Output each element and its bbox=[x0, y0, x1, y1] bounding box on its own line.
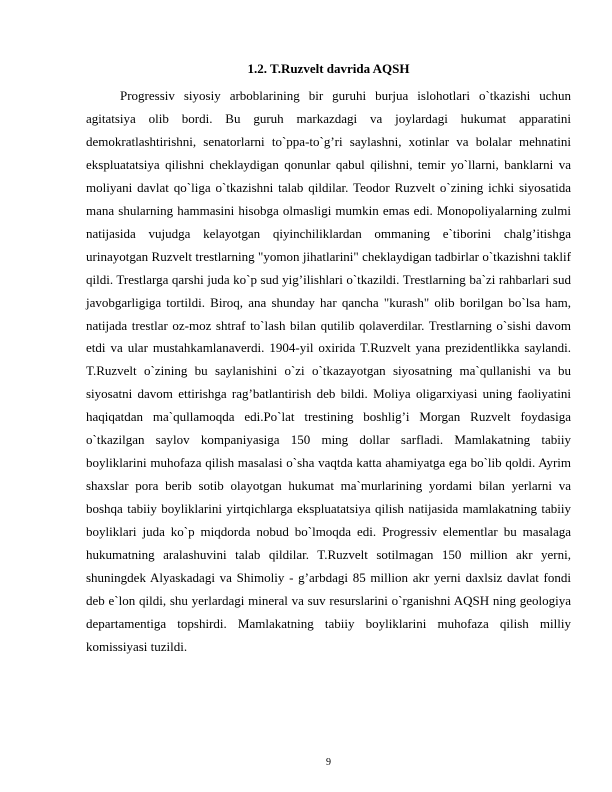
section-title: 1.2. T.Ruzvelt davrida AQSH bbox=[247, 61, 410, 76]
page-number: 9 bbox=[326, 757, 331, 768]
body-paragraph: Progressiv siyosiy arboblarining bir guruhi burjua islohotlari o`tkazishi uchun agitatsiya olib bordi. Bu guruh markazdagi va joylardagi hukumat apparatini demokratlashtirishni, senatorlarni to`ppa-to`g’ri saylashni, xotinlar va bolalar mehnatini ekspluatatsiya qilishni cheklaydigan qonunlar qabul qilishni, temir yo`llarni, banklarni va moliyani davlat qo`liga o`tkazishni talab qildilar. Teodor Ruzvelt o`zining ichki siyosatida mana shularning hammasini hisobga olmasligi mumkin emas edi. Monopoliyalarning zulmi natijasida vujudga kelayotgan qiyinchiliklardan ommaning e`tiborini chalg’itishga urinayotgan Ruzvelt trestlarning "yomon jihatlarini" cheklaydigan tadbirlar o`tkazishni taklif qildi. Trestlarga qarshi juda ko`p sud yig’ilishlari o`tkazildi. Trestlarning ba`zi rahbarlari sud javobgarligiga tortildi. Biroq, ana shunday har qancha "kurash" olib borilgan bo`lsa ham, natijada trestlar oz-moz shtraf to`lash bilan qutilib qolaverdilar. Trestlarning o`sishi davom etdi va ular mustahkamlanaverdi. 1904-yil oxirida T.Ruzvelt yana prezidentlikka saylandi. T.Ruzvelt o`zining bu saylanishini o`zi o`tkazayotgan siyosatning ma`qullanishi va bu siyosatni davom ettirishga rag’batlantirish deb bildi. Moliya oligarxiyasi uning faoliyatini haqiqatdan ma`qullamoqda edi.Po`lat trestining boshlig’i Morgan Ruzvelt foydasiga o`tkazilgan saylov kompaniyasiga 150 ming dollar sarfladi. Mamlakatning tabiiy boyliklarini muhofaza qilish masalasi o`sha vaqtda katta ahamiyatga ega bo`lib qoldi. Ayrim shaxslar pora berib sotib olayotgan hukumat ma`murlarining yordami bilan yerlarni va boshqa tabiiy boyliklarini yirtqichlarga ekspluatatsiya qilish natijasida mamlakatning tabiiy boyliklari juda ko`p miqdorda nobud bo`lmoqda edi. Progressiv elementlar bu masalaga hukumatning aralashuvini talab qildilar. T.Ruzvelt sotilmagan 150 million akr yerni, shuningdek Alyaskadagi va Shimoliy - g’arbdagi 85 million akr yerni daxlsiz davlat fondi deb e`lon qildi, shu yerlardagi mineral va suv resurslarini o`rganishni AQSH ning geologiya departamentiga topshirdi. Mamlakatning tabiiy boyliklarini muhofaza qilish milliy komissiyasi tuzildi. bbox=[86, 88, 571, 654]
